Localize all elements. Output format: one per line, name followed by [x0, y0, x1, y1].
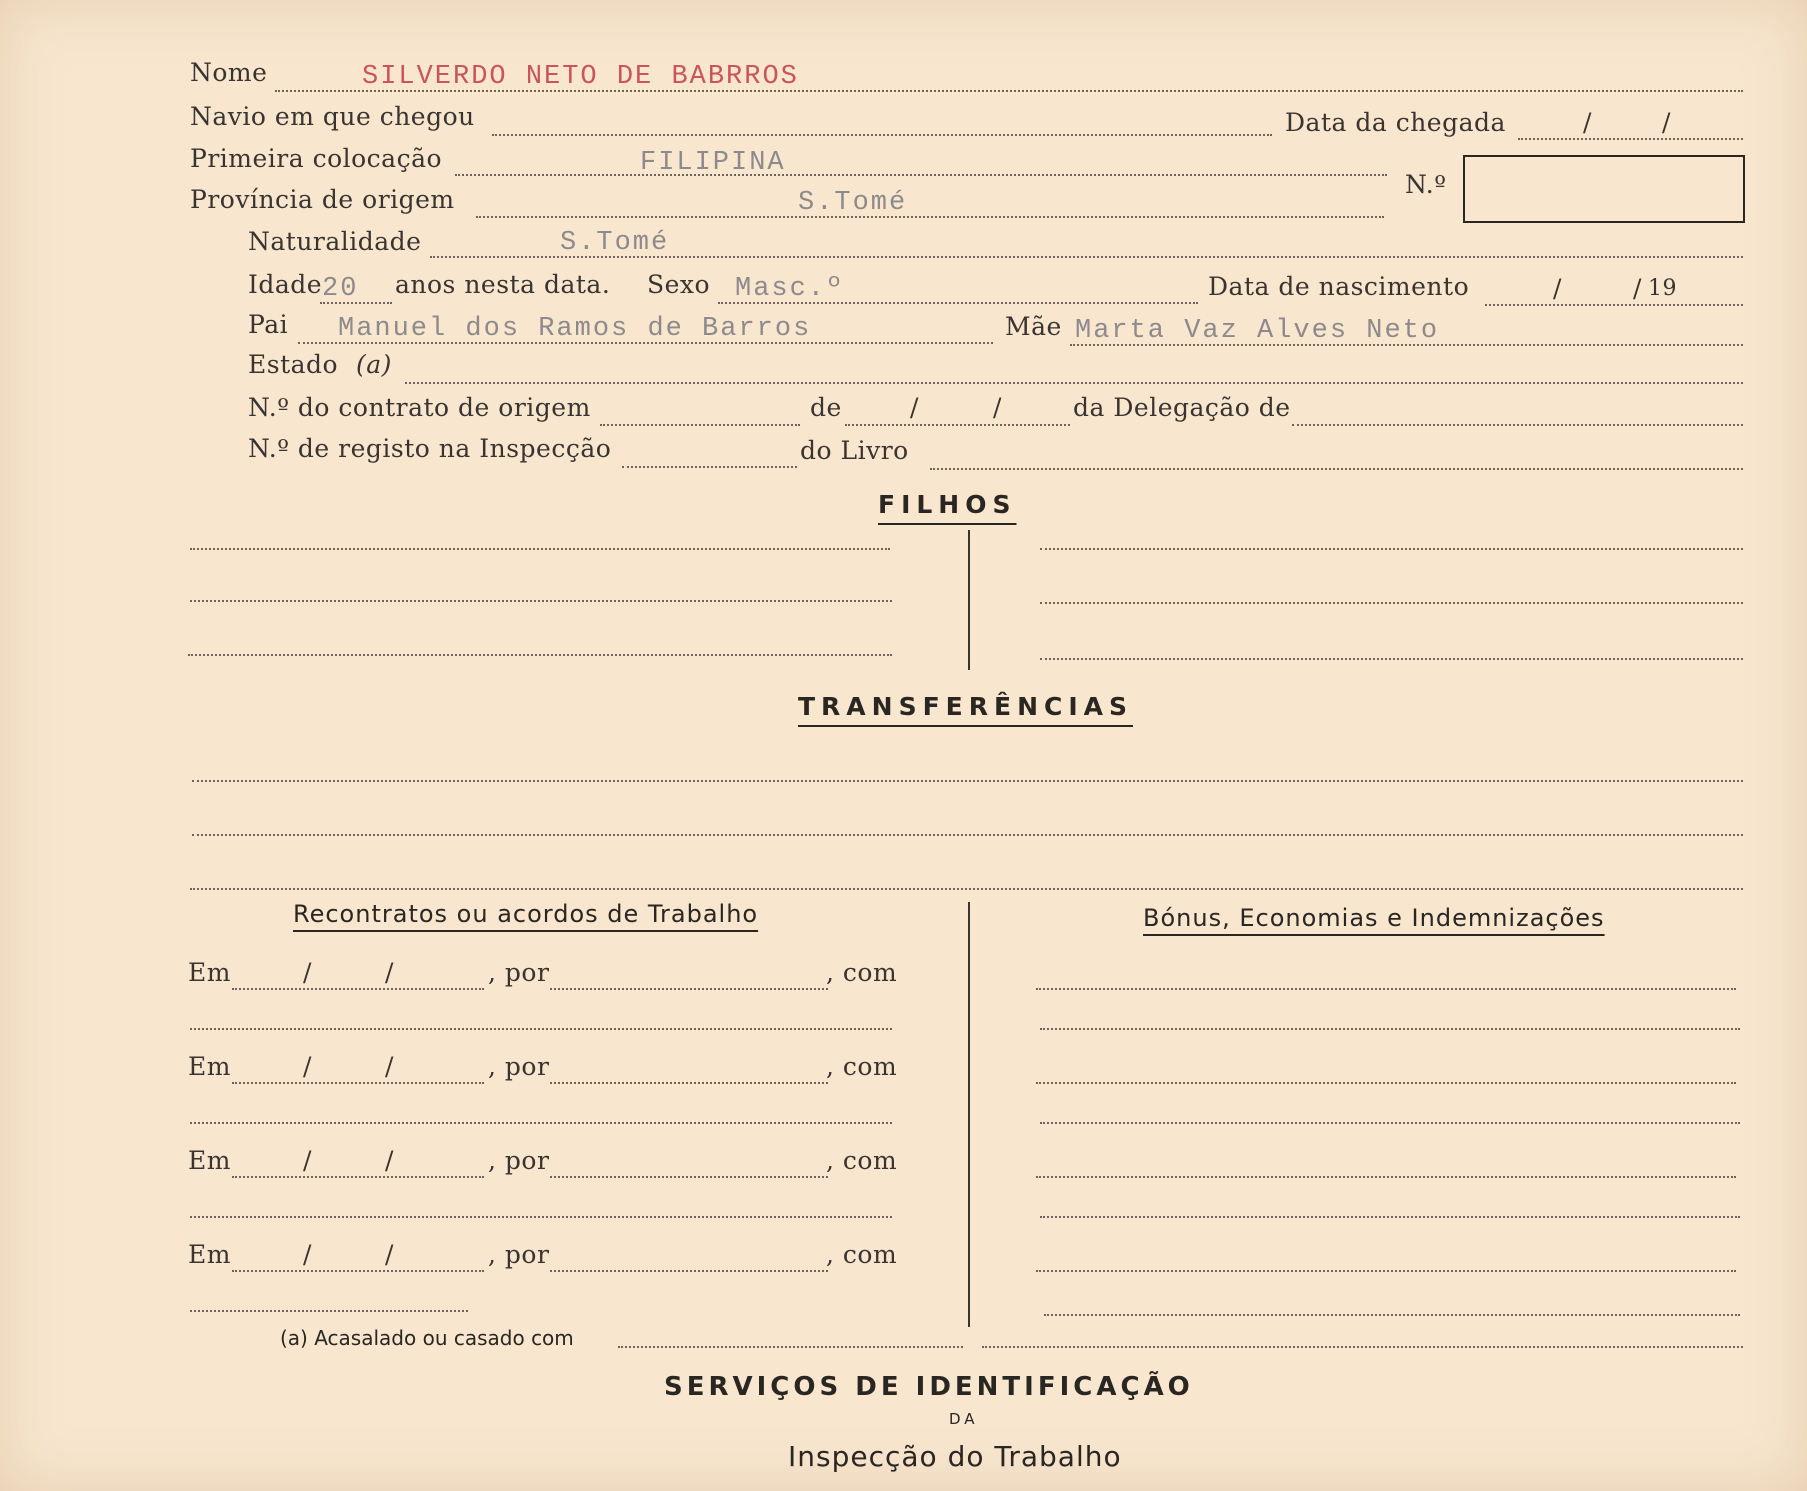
- provincia-value: S.Tomé: [798, 188, 908, 218]
- nome-label: Nome: [190, 58, 268, 87]
- recontrato-com-2: , com: [826, 1052, 898, 1081]
- contrato-line: [600, 424, 800, 426]
- recontrato-sub-line-2: [190, 1122, 892, 1124]
- filhos-right-line-3: [1040, 658, 1743, 660]
- data-chegada-slash-1: /: [1583, 108, 1592, 137]
- sexo-label: Sexo: [647, 270, 711, 299]
- recontrato-por-line-1: [550, 988, 828, 990]
- contrato-slash-2: /: [993, 393, 1002, 422]
- idade-value: 20: [322, 274, 359, 304]
- recontrato-por-4: , por: [488, 1240, 550, 1269]
- recontrato-em-1: Em: [188, 958, 231, 987]
- naturalidade-value: S.Tomé: [560, 228, 670, 258]
- footer-title: SERVIÇOS DE IDENTIFICAÇÃO: [664, 1372, 1194, 1402]
- filhos-left-line-2: [190, 600, 892, 602]
- recontrato-por-3: , por: [488, 1146, 550, 1175]
- filhos-right-line-2: [1040, 602, 1743, 604]
- idade-label: Idade: [248, 270, 323, 299]
- recontrato-por-1: , por: [488, 958, 550, 987]
- recontrato-date-line-1: [232, 988, 484, 990]
- recontrato-por-line-2: [550, 1082, 828, 1084]
- anos-label: anos nesta data.: [395, 270, 611, 299]
- registo-line: [622, 466, 797, 468]
- nome-value: SILVERDO NETO DE BABRROS: [362, 62, 799, 92]
- estado-label: Estado: [248, 350, 339, 379]
- bonus-line-4: [1040, 1122, 1740, 1124]
- transferencias-heading: TRANSFERÊNCIAS: [798, 692, 1133, 721]
- primeira-value: FILIPINA: [640, 148, 786, 178]
- pai-value: Manuel dos Ramos de Barros: [338, 314, 812, 344]
- contrato-slash-1: /: [910, 393, 919, 422]
- bonus-line-7: [1036, 1270, 1736, 1272]
- nascimento-line: [1485, 304, 1743, 306]
- recontrato-date-line-4: [232, 1270, 484, 1272]
- data-chegada-slash-2: /: [1662, 108, 1671, 137]
- footnote: (a) Acasalado ou casado com: [280, 1326, 574, 1350]
- footer-subtitle: Inspecção do Trabalho: [788, 1440, 1122, 1473]
- filhos-left-line-1: [190, 548, 890, 550]
- data-chegada-label: Data da chegada: [1285, 108, 1506, 137]
- pai-label: Pai: [248, 310, 289, 339]
- numero-box: [1463, 155, 1745, 223]
- livro-line: [930, 468, 1743, 470]
- transferencias-line-1: [192, 780, 1743, 782]
- filhos-right-line-1: [1040, 548, 1743, 550]
- recontrato-com-3: , com: [826, 1146, 898, 1175]
- navio-line: [492, 134, 1272, 136]
- footnote-line-left: [618, 1346, 963, 1348]
- recontrato-date-line-3: [232, 1176, 484, 1178]
- filhos-divider: [968, 530, 970, 670]
- nascimento-label: Data de nascimento: [1208, 272, 1470, 301]
- filhos-heading: FILHOS: [878, 490, 1017, 519]
- bonus-line-8: [1044, 1314, 1740, 1316]
- footnote-line-right: [982, 1346, 1743, 1348]
- primeira-line: [455, 174, 1387, 176]
- de-label: de: [810, 393, 842, 422]
- recontrato-sub-line-3: [190, 1216, 892, 1218]
- registo-label: N.º de registo na Inspecção: [248, 434, 612, 463]
- recontrato-date-line-2: [232, 1082, 484, 1084]
- livro-label: do Livro: [800, 436, 909, 465]
- recontrato-com-1: , com: [826, 958, 898, 987]
- recontrato-slash-1b: /: [385, 958, 394, 987]
- recontrato-sub-line-1: [190, 1028, 892, 1030]
- navio-label: Navio em que chegou: [190, 102, 475, 131]
- numero-label: N.º: [1405, 170, 1447, 199]
- estado-note: (a): [356, 350, 392, 379]
- recontrato-por-line-4: [550, 1270, 828, 1272]
- estado-line: [405, 382, 1743, 384]
- recontrato-por-line-3: [550, 1176, 828, 1178]
- recontrato-slash-2b: /: [385, 1052, 394, 1081]
- primeira-label: Primeira colocação: [190, 144, 443, 173]
- bonus-line-6: [1040, 1216, 1740, 1218]
- recontrato-em-2: Em: [188, 1052, 231, 1081]
- recontrato-com-4: , com: [826, 1240, 898, 1269]
- contrato-date-line: [845, 424, 1070, 426]
- provincia-line: [476, 216, 1384, 218]
- data-chegada-line: [1518, 138, 1743, 140]
- transferencias-line-2: [192, 834, 1743, 836]
- mae-label: Mãe: [1005, 312, 1062, 341]
- sexo-value: Masc.º: [735, 274, 845, 304]
- bonus-line-1: [1036, 988, 1736, 990]
- recontrato-slash-3a: /: [303, 1146, 312, 1175]
- mae-value: Marta Vaz Alves Neto: [1075, 316, 1440, 346]
- recontrato-slash-1a: /: [303, 958, 312, 987]
- recontrato-sub-line-4: [190, 1310, 468, 1312]
- nascimento-slash-1: /: [1553, 274, 1562, 303]
- contrato-label: N.º do contrato de origem: [248, 393, 591, 422]
- bonus-line-5: [1036, 1176, 1736, 1178]
- recontrato-em-3: Em: [188, 1146, 231, 1175]
- filhos-left-line-3: [188, 654, 892, 656]
- nascimento-slash-2: /: [1633, 274, 1642, 303]
- recontrato-slash-3b: /: [385, 1146, 394, 1175]
- footer-da: DA: [949, 1410, 979, 1428]
- bonus-line-3: [1036, 1082, 1736, 1084]
- recontratos-heading: Recontratos ou acordos de Trabalho: [293, 900, 759, 928]
- recontrato-em-4: Em: [188, 1240, 231, 1269]
- nascimento-year-prefix: 19: [1648, 276, 1677, 301]
- delegacao-line: [1292, 424, 1743, 426]
- transferencias-line-3: [190, 888, 1743, 890]
- recontrato-slash-4a: /: [303, 1240, 312, 1269]
- provincia-label: Província de origem: [190, 185, 455, 214]
- bonus-heading: Bónus, Economias e Indemnizações: [1143, 904, 1605, 932]
- bonus-line-2: [1040, 1028, 1740, 1030]
- delegacao-label: da Delegação de: [1073, 393, 1291, 422]
- recontrato-slash-2a: /: [303, 1052, 312, 1081]
- lower-divider: [968, 902, 970, 1327]
- naturalidade-label: Naturalidade: [248, 227, 422, 256]
- recontrato-slash-4b: /: [385, 1240, 394, 1269]
- recontrato-por-2: , por: [488, 1052, 550, 1081]
